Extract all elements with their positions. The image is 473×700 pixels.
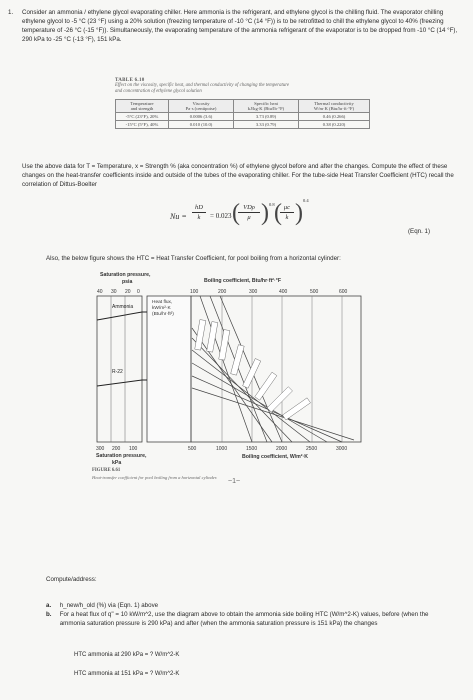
- compute-heading: Compute/address:: [46, 576, 97, 583]
- tick-label: 2500: [306, 446, 318, 452]
- table-cell: -5°C (23°F), 20%: [116, 113, 169, 121]
- question-a-label: a.: [46, 602, 52, 609]
- heat-flux-unit-english: (Btu/hr·ft²): [152, 312, 174, 317]
- ammonia-curve: [97, 312, 147, 320]
- fraction-prandtl: [280, 204, 294, 221]
- heat-flux-lines: [192, 296, 354, 442]
- exponent-prandtl: 0.4: [303, 198, 309, 203]
- tick-label: 1500: [246, 446, 258, 452]
- heat-flux-unit: kW/m²·K: [152, 306, 171, 311]
- tick-label: 100: [190, 289, 199, 295]
- tick-label: 200: [112, 446, 121, 452]
- htc-290-line: HTC ammonia at 290 kPa = ? W/m^2-K: [74, 652, 180, 658]
- tick-label: 40: [97, 289, 103, 295]
- tick-label: 300: [249, 289, 258, 295]
- page-number: ~1~: [228, 478, 241, 485]
- question-b-text: For a heat flux of q'' = 10 kW/m^2, use the diagram above to obtain the ammonia side boiling HTC (W/m^2-K) values, before (when the ammonia saturation pressure is 290 kPa) and after (when the ammonia saturation pressure is 151 kPa) the changes: [59, 611, 429, 627]
- equation-coefficient: = 0.023: [210, 212, 232, 220]
- problem-intro: [8, 8, 462, 44]
- table-title: TABLE 6.10: [115, 78, 145, 83]
- figure-title: FIGURE 6.61: [92, 468, 121, 473]
- table-row: [116, 121, 370, 129]
- tick-label: 500: [188, 446, 197, 452]
- equation-tag: (Eqn. 1): [408, 228, 431, 235]
- fraction-reynolds: [238, 204, 260, 221]
- header-temperature: Temperature and strength: [116, 100, 169, 113]
- table-cell: 0.010 (10.0): [169, 121, 234, 129]
- equation-lhs: Nu =: [170, 212, 187, 221]
- ammonia-label: Ammonia: [112, 304, 134, 310]
- question-a: [46, 601, 456, 610]
- tick-label: 2000: [276, 446, 288, 452]
- fraction-numerator: VDρ: [243, 204, 255, 211]
- top-right-axis-label: Boiling coefficient, Btu/hr·ft²·°F: [204, 278, 281, 284]
- heat-flux-scale-frame: [147, 296, 191, 442]
- tick-label: 100: [129, 446, 138, 452]
- table-cell: 3.33 (0.79): [234, 121, 299, 129]
- question-b: [46, 610, 456, 628]
- bottom-left-axis-label: Saturation pressure,: [96, 453, 147, 459]
- r22-label: R-22: [112, 369, 123, 375]
- properties-table: [115, 99, 370, 129]
- tick-label: 200: [218, 289, 227, 295]
- table-cell: 0.38 (0.220): [299, 121, 370, 129]
- tick-label: 1000: [216, 446, 228, 452]
- header-viscosity: Viscosity Pa·s (centipoise): [169, 100, 234, 113]
- exponent-reynolds: 0.8: [269, 202, 275, 207]
- tick-label: 600: [339, 289, 348, 295]
- table-cell: 0.0006 (3.6): [169, 113, 234, 121]
- heat-flux-label: Heat flux,: [152, 300, 173, 305]
- table-cell: 0.46 (0.266): [299, 113, 370, 121]
- properties-table-block: [115, 78, 375, 129]
- fraction-hd-k: [192, 204, 206, 221]
- table-row: [116, 113, 370, 121]
- table-cell: 3.73 (0.89): [234, 113, 299, 121]
- problem-number: 1.: [8, 9, 14, 16]
- fraction-denominator: k: [285, 214, 289, 221]
- problem-intro-text: Consider an ammonia / ethylene glycol evaporating chiller. Here ammonia is the refrigerant, and ethylene glycol is the chilling fluid. The evaporator chilling ethylene glycol to -5 °C (23 °F) using a 20% solution (freezing temperature of -10 °C (14 °F)) is to be retrofitted to chill the ethylene glycol to 40% (freezing temperature of -26 °C (-15 °F)). Simultaneously, the evaporating temperature of the ammonia refrigerant of the evaporator is to be dropped from -10 °C (14 °F), 290 kPa to -25 °C (-13 °F), 151 kPa.: [22, 9, 458, 43]
- header-thermal-conductivity: Thermal conductivity W/m·K (Btu/hr·ft·°F): [299, 100, 370, 113]
- table-cell: -15°C (5°F), 40%: [116, 121, 169, 129]
- tick-label: 0: [137, 289, 140, 295]
- bottom-right-axis-label: Boiling coefficient, W/m²·K: [242, 454, 308, 460]
- fraction-denominator: k: [197, 214, 201, 221]
- question-a-text: h_new/h_old (%) via (Eqn. 1) above: [59, 602, 159, 609]
- figure-caption: Heat-transfer coefficient for pool boiling from a horizontal cylinder.: [92, 475, 218, 480]
- question-b-label: b.: [46, 611, 52, 618]
- top-left-axis-label: Saturation pressure,: [100, 272, 151, 278]
- bottom-left-axis-unit: kPa: [112, 460, 122, 466]
- fraction-numerator: hD: [195, 204, 203, 211]
- tick-label: 30: [111, 289, 117, 295]
- tick-label: 400: [279, 289, 288, 295]
- table-caption: [115, 83, 365, 95]
- header-specific-heat: Specific heat kJ/kg·K (Btu/lb·°F): [234, 100, 299, 113]
- table-caption-line-1: Effect on the viscosity, specific heat, and thermal conductivity of changing the temperature: [115, 83, 290, 88]
- r22-curve: [97, 380, 147, 386]
- tick-label: 500: [310, 289, 319, 295]
- fraction-numerator: μc: [283, 204, 291, 211]
- dittus-boelter-equation: Nu = hD k = 0.023 ( VDρ μ ) 0.8 ( μc k ) 0.4: [170, 198, 309, 226]
- top-left-axis-unit: psia: [122, 279, 133, 285]
- table-header-row: [116, 100, 370, 113]
- instructions-paragraph: Use the above data for T = Temperature, x = Strength % (aka concentration %) of ethylene glycol before and after the changes. Compute the effect of these changes on the heat-transfer coefficients inside and outside of the tubes of the evaporating chiller. For the tube-side Heat Transfer Coefficient (HTC) recall the correlation of Dittus-Boelter: [22, 163, 454, 188]
- boiling-coefficient-figure: [92, 268, 402, 468]
- figure-intro-text: Also, the below figure shows the HTC = Heat Transfer Coefficient, for pool boiling from a horizontal cylinder:: [46, 255, 341, 262]
- tick-label: 300: [96, 446, 105, 452]
- htc-151-line: HTC ammonia at 151 kPa = ? W/m^2-K: [74, 671, 180, 677]
- tick-label: 3000: [336, 446, 348, 452]
- fraction-denominator: μ: [247, 214, 251, 221]
- table-caption-line-2: and concentration of ethylene glycol solution: [115, 89, 202, 94]
- tick-label: 20: [125, 289, 131, 295]
